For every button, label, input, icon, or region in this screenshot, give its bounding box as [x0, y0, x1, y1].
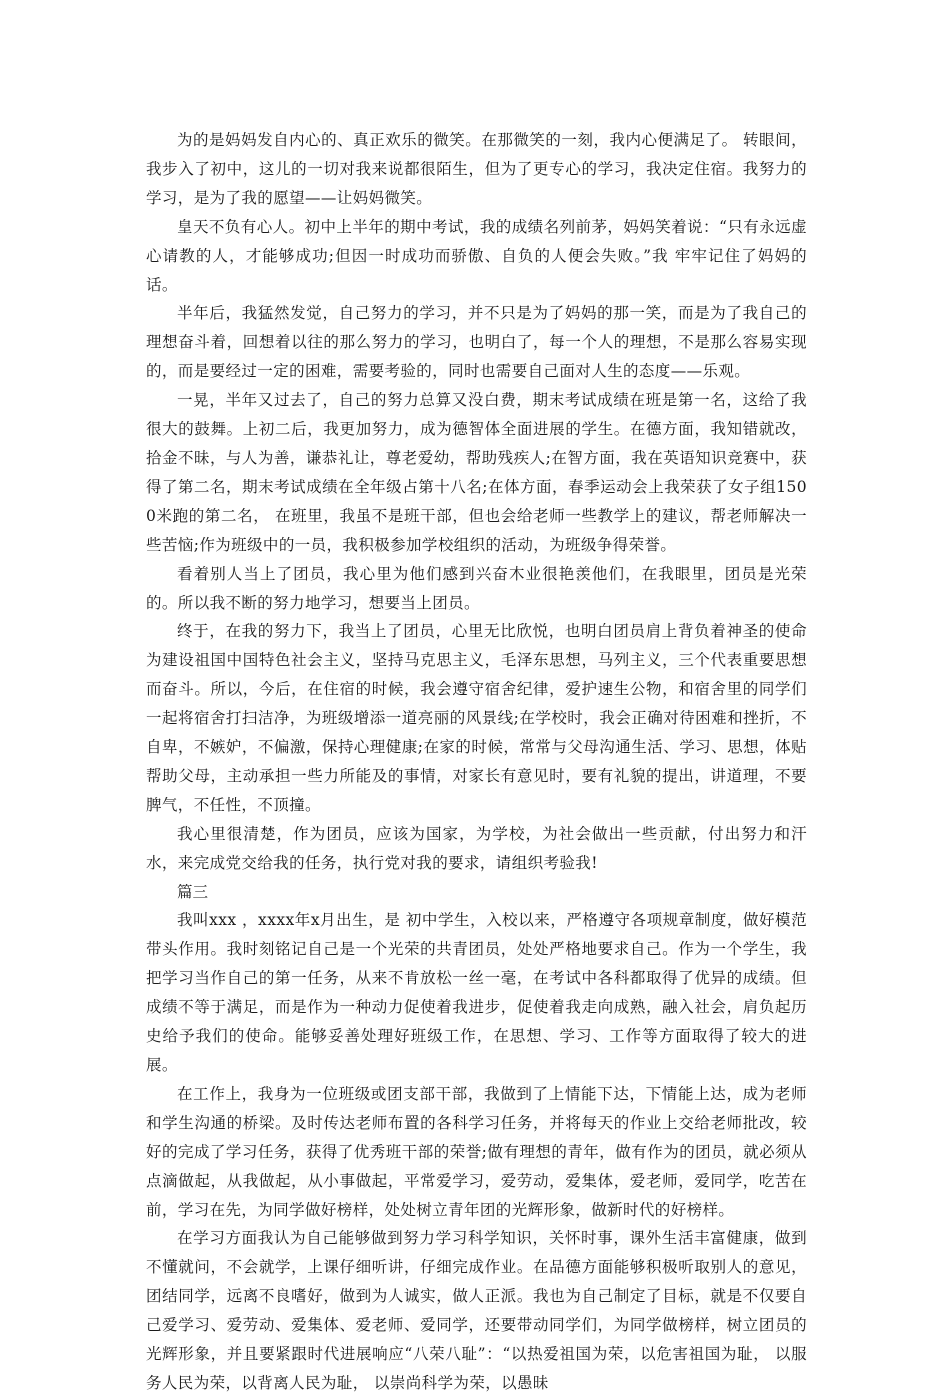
paragraph: 为的是妈妈发自内心的、真正欢乐的微笑。在那微笑的一刻，我内心便满足了。 转眼间，我步入了初中，这儿的一切对我来说都很陌生，但为了更专心的学习，我决定住宿。我努力的学习，是为了我的愿望——让妈妈微笑。: [146, 131, 807, 207]
paragraph: 看着别人当上了团员，我心里为他们感到兴奋木业很艳羡他们，在我眼里，团员是光荣的。所以我不断的努力地学习，想要当上团员。: [146, 564, 807, 612]
paragraph: 一晃，半年又过去了，自己的努力总算又没白费，期末考试成绩在班是第一名，这给了我很大的鼓舞。上初二后，我更加努力，成为德智体全面进展的学生。在德方面，我知错就改，拾金不昧，与人为善，谦恭礼让，尊老爱幼，帮助残疾人;在智方面，我在英语知识竞赛中，获得了第二名，期末考试成绩在全年级占第十八名;在体方面，春季运动会上我荣获了女子组1500米跑的第二名， 在班里，我虽不是班干部，但也会给老师一些教学上的建议，帮老师解决一些苦恼;作为班级中的一员，我积极参加学校组织的活动，为班级争得荣誉。: [146, 391, 807, 554]
paragraph: 终于，在我的努力下，我当上了团员，心里无比欣悦，也明白团员肩上背负着神圣的使命为建设祖国中国特色社会主义，坚持马克思主义，毛泽东思想，马列主义，三个代表重要思想而奋斗。所以，今后，在住宿的时候，我会遵守宿舍纪律，爱护速生公物，和宿舍里的同学们一起将宿舍打扫洁净，为班级增添一道亮丽的风景线;在学校时，我会正确对待困难和挫折，不自卑，不嫉妒，不偏激，保持心理健康;在家的时候，常常与父母沟通生活、学习、思想，体贴帮助父母，主动承担一些力所能及的事情，对家长有意见时，要有礼貌的提出，讲道理，不要脾气，不任性，不顶撞。: [146, 622, 807, 814]
paragraph: 我叫xxx ，xxxx年x月出生，是 初中学生，入校以来，严格遵守各项规章制度，做好模范带头作用。我时刻铭记自己是一个光荣的共青团员，处处严格地要求自己。作为一个学生，我把学习当作自己的第一任务，从来不肯放松一丝一毫，在考试中各科都取得了优异的成绩。但成绩不等于满足，而是作为一种动力促使着我进步，促使着我走向成熟，融入社会，肩负起历史给予我们的使命。能够妥善处理好班级工作，在思想、学习、工作等方面取得了较大的进展。: [146, 911, 807, 1074]
paragraph: 我心里很清楚，作为团员，应该为国家，为学校，为社会做出一些贡献，付出努力和汗水，来完成党交给我的任务，执行党对我的要求，请组织考验我!: [146, 824, 807, 872]
paragraph: 在工作上，我身为一位班级或团支部干部，我做到了上情能下达，下情能上达，成为老师和学生沟通的桥梁。及时传达老师布置的各科学习任务，并将每天的作业上交给老师批改，较好的完成了学习任务，获得了优秀班干部的荣誉;做有理想的青年，做有作为的团员，就必须从点滴做起，从我做起，从小事做起，平常爱学习，爱劳动，爱集体，爱老师，爱同学，吃苦在前，学习在先，为同学做好榜样，处处树立青年团的光辉形象，做新时代的好榜样。: [146, 1084, 807, 1219]
paragraph: 皇天不负有心人。初中上半年的期中考试，我的成绩名列前茅，妈妈笑着说：“只有永远虚心请教的人，才能够成功;但因一时成功而骄傲、自负的人便会失败。”我 牢牢记住了妈妈的话。: [146, 217, 807, 294]
section-title: 篇三: [177, 882, 209, 901]
paragraph: 半年后，我猛然发觉，自己努力的学习，并不只是为了妈妈的那一笑，而是为了我自己的理想奋斗着，回想着以往的那么努力的学习，也明白了，每一个人的理想，不是那么容易实现的，而是要经过一定的困难，需要考验的，同时也需要自己面对人生的态度——乐观。: [146, 304, 807, 381]
paragraph: 在学习方面我认为自己能够做到努力学习科学知识，关怀时事，课外生活丰富健康，做到不懂就问，不会就学，上课仔细听讲，仔细完成作业。在品德方面能够积极听取别人的意见，团结同学，远离不良嗜好，做到为人诚实，做人正派。我也为自己制定了目标，就是不仅要自己爱学习、爱劳动、爱集体、爱老师、爱同学，还要带动同学们，为同学做榜样，树立团员的光辉形象，并且要紧跟时代进展响应“八荣八耻”：“以热爱祖国为荣，以危害祖国为耻， 以服务人民为荣，以背离人民为耻， 以崇尚科学为荣，以愚昧: [146, 1229, 807, 1392]
